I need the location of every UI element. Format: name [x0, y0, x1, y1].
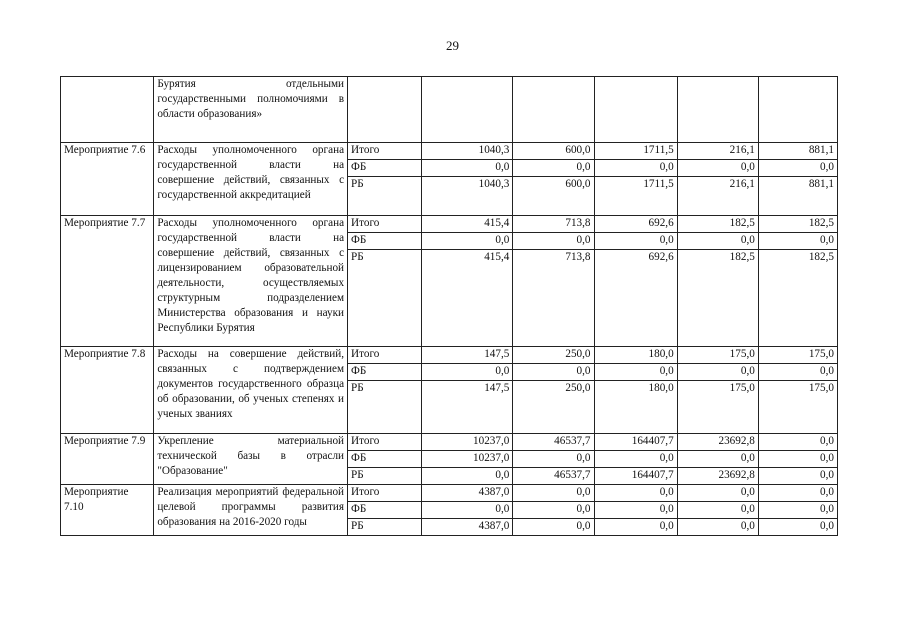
- value-cell: 0,0: [513, 451, 594, 468]
- event-label-cell: Мероприятие 7.9: [61, 434, 154, 485]
- value-cell: 0,0: [594, 502, 677, 519]
- value-cell: 0,0: [677, 451, 758, 468]
- value-cell: 164407,7: [594, 434, 677, 451]
- value-cell: 175,0: [758, 347, 837, 364]
- value-cell: 10237,0: [422, 434, 513, 451]
- value-cell: 147,5: [422, 381, 513, 434]
- value-cell: 250,0: [513, 381, 594, 434]
- event-label-cell: Мероприятие 7.6: [61, 143, 154, 216]
- event-label-cell: Мероприятие 7.10: [61, 485, 154, 536]
- value-cell: 0,0: [513, 233, 594, 250]
- table-body: [61, 77, 838, 536]
- value-cell: 0,0: [422, 233, 513, 250]
- value-cell: 0,0: [758, 502, 837, 519]
- value-cell: 0,0: [422, 160, 513, 177]
- value-cell: 0,0: [758, 160, 837, 177]
- funding-source-cell: РБ: [348, 250, 422, 347]
- value-cell: 175,0: [677, 381, 758, 434]
- value-cell: 0,0: [513, 364, 594, 381]
- value-cell: 250,0: [513, 347, 594, 364]
- value-cell: 881,1: [758, 143, 837, 160]
- value-cell: 147,5: [422, 347, 513, 364]
- value-cell: 0,0: [758, 519, 837, 536]
- value-cell: 175,0: [677, 347, 758, 364]
- value-cell: 0,0: [594, 485, 677, 502]
- event-description-cell: Расходы уполномоченного органа государственной власти на совершение действий, связанных с государственной аккредитацией: [154, 143, 348, 216]
- value-cell: 182,5: [758, 216, 837, 233]
- value-cell: 0,0: [758, 451, 837, 468]
- budget-table: [60, 76, 838, 536]
- value-cell: 0,0: [758, 364, 837, 381]
- value-cell: 415,4: [422, 250, 513, 347]
- value-cell: 0,0: [513, 485, 594, 502]
- value-cell: 23692,8: [677, 434, 758, 451]
- funding-source-cell: РБ: [348, 177, 422, 216]
- value-cell: 1040,3: [422, 177, 513, 216]
- funding-source-cell: Итого: [348, 216, 422, 233]
- value-cell: 0,0: [594, 451, 677, 468]
- value-cell: 0,0: [594, 519, 677, 536]
- value-cell: [422, 77, 513, 143]
- value-cell: 4387,0: [422, 485, 513, 502]
- value-cell: 0,0: [513, 160, 594, 177]
- funding-source-cell: Итого: [348, 485, 422, 502]
- value-cell: 600,0: [513, 177, 594, 216]
- value-cell: 216,1: [677, 177, 758, 216]
- event-label-cell: Мероприятие 7.8: [61, 347, 154, 434]
- value-cell: 180,0: [594, 347, 677, 364]
- value-cell: 0,0: [758, 233, 837, 250]
- value-cell: 23692,8: [677, 468, 758, 485]
- value-cell: 0,0: [677, 485, 758, 502]
- value-cell: 1711,5: [594, 177, 677, 216]
- value-cell: 0,0: [594, 364, 677, 381]
- table-row: [61, 77, 838, 143]
- value-cell: 1040,3: [422, 143, 513, 160]
- funding-source-cell: РБ: [348, 381, 422, 434]
- value-cell: 0,0: [677, 233, 758, 250]
- value-cell: 600,0: [513, 143, 594, 160]
- value-cell: 0,0: [677, 519, 758, 536]
- value-cell: 0,0: [677, 160, 758, 177]
- value-cell: 0,0: [513, 519, 594, 536]
- event-description-cell: Реализация мероприятий федеральной целевой программы развития образования на 2016-2020 годы: [154, 485, 348, 536]
- value-cell: 180,0: [594, 381, 677, 434]
- value-cell: 4387,0: [422, 519, 513, 536]
- value-cell: 175,0: [758, 381, 837, 434]
- value-cell: 0,0: [758, 485, 837, 502]
- value-cell: 0,0: [677, 364, 758, 381]
- value-cell: 182,5: [677, 216, 758, 233]
- value-cell: 182,5: [758, 250, 837, 347]
- event-description-cell: Расходы уполномоченного органа государственной власти на совершение действий, связанных с лицензированием образовательной деятельности, осуществляемых структурным подразделением Министерства образования и науки Республики Бурятия: [154, 216, 348, 347]
- page-number: 29: [446, 38, 459, 53]
- event-description-cell: Укрепление материальной технической базы в отрасли "Образование": [154, 434, 348, 485]
- funding-source-cell: Итого: [348, 434, 422, 451]
- value-cell: 881,1: [758, 177, 837, 216]
- table-row: [61, 143, 838, 160]
- value-cell: 713,8: [513, 216, 594, 233]
- value-cell: 692,6: [594, 250, 677, 347]
- value-cell: 0,0: [422, 502, 513, 519]
- event-label-cell: Мероприятие 7.7: [61, 216, 154, 347]
- value-cell: 0,0: [677, 502, 758, 519]
- funding-source-cell: РБ: [348, 519, 422, 536]
- funding-source-cell: РБ: [348, 468, 422, 485]
- funding-source-cell: Итого: [348, 347, 422, 364]
- value-cell: 0,0: [758, 434, 837, 451]
- value-cell: 0,0: [422, 364, 513, 381]
- value-cell: 216,1: [677, 143, 758, 160]
- event-cell: [61, 77, 154, 143]
- value-cell: [513, 77, 594, 143]
- table-row: [61, 347, 838, 364]
- funding-source-cell: ФБ: [348, 364, 422, 381]
- value-cell: 0,0: [513, 502, 594, 519]
- value-cell: 1711,5: [594, 143, 677, 160]
- value-cell: 10237,0: [422, 451, 513, 468]
- source-cell: [348, 77, 422, 143]
- value-cell: 0,0: [594, 160, 677, 177]
- value-cell: [677, 77, 758, 143]
- funding-source-cell: Итого: [348, 143, 422, 160]
- value-cell: 692,6: [594, 216, 677, 233]
- funding-source-cell: ФБ: [348, 160, 422, 177]
- value-cell: 0,0: [758, 468, 837, 485]
- value-cell: 46537,7: [513, 468, 594, 485]
- description-cell: Бурятия отдельными государственными полномочиями в области образования»: [154, 77, 348, 143]
- table-row: [61, 434, 838, 451]
- funding-source-cell: ФБ: [348, 502, 422, 519]
- table-row: [61, 485, 838, 502]
- event-description-cell: Расходы на совершение действий, связанных с подтверждением документов государственного образца об образовании, об ученых степенях и ученых званиях: [154, 347, 348, 434]
- funding-source-cell: ФБ: [348, 233, 422, 250]
- value-cell: 415,4: [422, 216, 513, 233]
- table-row: [61, 216, 838, 233]
- funding-source-cell: ФБ: [348, 451, 422, 468]
- value-cell: 46537,7: [513, 434, 594, 451]
- value-cell: 164407,7: [594, 468, 677, 485]
- value-cell: 0,0: [422, 468, 513, 485]
- value-cell: 713,8: [513, 250, 594, 347]
- value-cell: 182,5: [677, 250, 758, 347]
- value-cell: 0,0: [594, 233, 677, 250]
- value-cell: [758, 77, 837, 143]
- value-cell: [594, 77, 677, 143]
